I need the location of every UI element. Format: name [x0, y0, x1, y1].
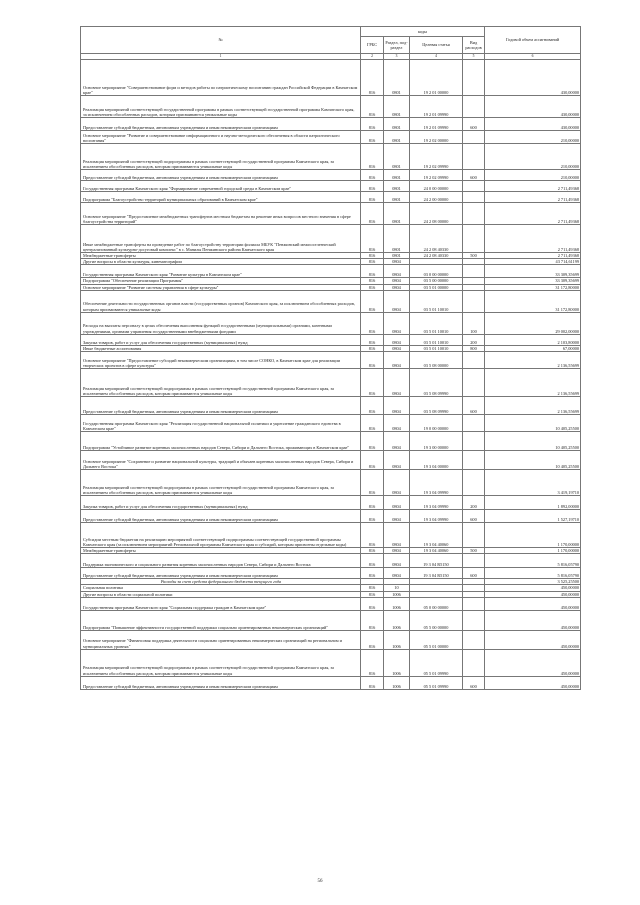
- row-amount: 210,00000: [485, 131, 581, 144]
- row-amount: 10 405,25500: [485, 451, 581, 470]
- row-grbs: 816: [361, 568, 384, 579]
- table-row: [81, 630, 581, 649]
- table-row: [81, 118, 581, 131]
- row-section: 0801: [384, 253, 410, 259]
- row-section: 0804: [384, 510, 410, 523]
- row-name: Подпрограмма "Устойчивое развитие коренных малочисленных народов Севера, Сибири и Дальнего Востока, проживающих в Камчатском крае": [81, 432, 361, 451]
- row-grbs: 816: [361, 369, 384, 397]
- table-row: [81, 610, 581, 630]
- row-target-article: 19 3 04 00000: [410, 451, 463, 470]
- row-name: Реализация мероприятий соответствующей подпрограммы в рамках соответствующей государственной программы Камчатского края, за исключением обособленных расходов, которым присваиваются уникальные коды: [81, 144, 361, 170]
- table-row: [81, 352, 581, 369]
- row-section: 0804: [384, 568, 410, 579]
- header-number: №: [81, 27, 361, 54]
- row-section: 0801: [384, 60, 410, 96]
- row-target-article: 19 3 04 09990: [410, 510, 463, 523]
- row-section: 0801: [384, 118, 410, 131]
- row-target-article: 19 2 01 00000: [410, 60, 463, 96]
- column-number-5: 5: [463, 54, 485, 60]
- row-amount: 2 711,49368: [485, 181, 581, 192]
- row-section: 0801: [384, 192, 410, 203]
- row-name: Поддержка экономического и социального развития коренных малочисленных народов Севера, Сибири и Дальнего Востока: [81, 554, 361, 568]
- table-body: [81, 60, 581, 690]
- row-expense-type: 200: [463, 496, 485, 510]
- row-amount: 2 711,49368: [485, 225, 581, 253]
- row-section: 0801: [384, 203, 410, 225]
- row-name: Государственная программа Камчатского края "Развитие культуры в Камчатском крае": [81, 265, 361, 278]
- row-target-article: 05 5 01 09990: [410, 676, 463, 689]
- row-target-article: 19 2 02 09990: [410, 144, 463, 170]
- row-grbs: 816: [361, 203, 384, 225]
- row-amount: 10 405,25500: [485, 415, 581, 432]
- row-name: Межбюджетные трансферты: [81, 548, 361, 554]
- table-row: [81, 144, 581, 170]
- row-target-article: 19 0 00 00000: [410, 415, 463, 432]
- row-grbs: 816: [361, 676, 384, 689]
- row-target-article: 03 5 01 10010: [410, 334, 463, 345]
- row-section: 1006: [384, 630, 410, 649]
- row-expense-type: 600: [463, 397, 485, 415]
- row-target-article: 19 3 04 R5150: [410, 554, 463, 568]
- row-name: Субсидии местным бюджетам на реализацию мероприятий соответствующей подпрограммы соответствующей государственной программы Камчатского края (за исключением мероприятий Региональной программы Камчатского края и субсидий, которым присвоены отдельные коды): [81, 523, 361, 548]
- row-expense-type: [463, 432, 485, 451]
- row-expense-type: [463, 451, 485, 470]
- row-amount: 450,00000: [485, 597, 581, 610]
- row-amount: 2 711,49368: [485, 253, 581, 259]
- row-section: 10: [384, 585, 410, 591]
- row-grbs: 816: [361, 496, 384, 510]
- row-expense-type: [463, 290, 485, 312]
- row-name: Реализация мероприятий соответствующей государственной программы в рамках соответствующей государственной программы Камчатского края, за исключением обособленных расходов, которым присваиваются уникальные коды: [81, 96, 361, 118]
- row-expense-type: [463, 181, 485, 192]
- row-expense-type: [463, 203, 485, 225]
- row-amount: 33 309,35699: [485, 278, 581, 284]
- column-number-3: 3: [384, 54, 410, 60]
- column-number-4: 4: [410, 54, 463, 60]
- row-expense-type: 600: [463, 170, 485, 181]
- row-grbs: 816: [361, 265, 384, 278]
- table-row: [81, 676, 581, 689]
- row-grbs: 816: [361, 259, 384, 265]
- table-row: [81, 334, 581, 345]
- row-grbs: 816: [361, 352, 384, 369]
- row-name: Предоставление субсидий бюджетным, автономным учреждениям и иным некоммерческим организациям: [81, 510, 361, 523]
- row-expense-type: 600: [463, 568, 485, 579]
- header-grbs: ГРБС: [361, 37, 384, 54]
- header-expense-type: Вид расходов: [463, 37, 485, 54]
- row-name: Предоставление субсидий бюджетным, автономным учреждениям и иным некоммерческим организациям: [81, 170, 361, 181]
- row-target-article: 03 5 08 00000: [410, 352, 463, 369]
- row-grbs: 816: [361, 523, 384, 548]
- row-expense-type: [463, 131, 485, 144]
- row-grbs: 816: [361, 610, 384, 630]
- row-section: 0804: [384, 259, 410, 265]
- row-name: Основное мероприятие "Предоставление межбюджетных трансфертов местным бюджетам на решение иных вопросов местного значения в сфере благоустройства территорий": [81, 203, 361, 225]
- row-grbs: 816: [361, 278, 384, 284]
- row-amount: 430,00000: [485, 118, 581, 131]
- row-name: Обеспечение деятельности государственных органов власти (государственных органов) Камчатского края, за исключением обособленных расходов, которым присваиваются уникальные коды: [81, 290, 361, 312]
- row-target-article: 03 5 08 09990: [410, 369, 463, 397]
- row-expense-type: [463, 265, 485, 278]
- table-row: [81, 192, 581, 203]
- table-row: [81, 597, 581, 610]
- row-name: Реализация мероприятий соответствующей подпрограммы в рамках соответствующей государственной программы Камчатского края, за исключением обособленных расходов, которым присваиваются уникальные коды: [81, 470, 361, 496]
- row-grbs: 816: [361, 131, 384, 144]
- row-section: 0804: [384, 523, 410, 548]
- table-row: [81, 170, 581, 181]
- row-amount: 43 714,61199: [485, 259, 581, 265]
- row-section: 1006: [384, 610, 410, 630]
- row-target-article: 19 2 01 09990: [410, 118, 463, 131]
- row-grbs: 816: [361, 470, 384, 496]
- row-name: Межбюджетные трансферты: [81, 253, 361, 259]
- row-name: Подпрограмма "Обеспечение реализации Программы": [81, 278, 361, 284]
- row-section: 0801: [384, 225, 410, 253]
- table-row: [81, 415, 581, 432]
- row-target-article: 03 5 01 10010: [410, 290, 463, 312]
- row-name: Подпрограмма "Благоустройство территорий муниципальных образований в Камчатском крае": [81, 192, 361, 203]
- row-expense-type: [463, 192, 485, 203]
- row-target-article: 19 3 04 40060: [410, 548, 463, 554]
- row-name: Основное мероприятие "Совершенствование форм и методов работы по патриотическому воспитанию граждан Российской Федерации в Камчатском крае": [81, 60, 361, 96]
- table-row: [81, 554, 581, 568]
- row-amount: 31 172,80000: [485, 290, 581, 312]
- row-amount: 31 172,80000: [485, 284, 581, 290]
- row-name: Предоставление субсидий бюджетным, автономным учреждениям и иным некоммерческим организациям: [81, 568, 361, 579]
- row-name: Предоставление субсидий бюджетным, автономным учреждениям и иным некоммерческим организациям: [81, 397, 361, 415]
- row-amount: 450,00000: [485, 649, 581, 676]
- row-section: 0804: [384, 432, 410, 451]
- row-target-article: 19 3 04 40060: [410, 523, 463, 548]
- row-name: Закупка товаров, работ и услуг для обеспечения государственных (муниципальных) нужд: [81, 496, 361, 510]
- row-expense-type: [463, 630, 485, 649]
- row-expense-type: [463, 649, 485, 676]
- row-name: Другие вопросы в области социальной политики: [81, 591, 361, 597]
- row-grbs: 816: [361, 548, 384, 554]
- row-target-article: 24 2 00 00000: [410, 192, 463, 203]
- row-section: 0801: [384, 144, 410, 170]
- row-amount: 1 892,00000: [485, 496, 581, 510]
- row-expense-type: 200: [463, 334, 485, 345]
- row-grbs: 816: [361, 415, 384, 432]
- row-section: 0804: [384, 415, 410, 432]
- row-amount: 450,00000: [485, 630, 581, 649]
- table-row: [81, 649, 581, 676]
- row-grbs: 816: [361, 510, 384, 523]
- table-row: [81, 510, 581, 523]
- row-target-article: 03 5 00 00000: [410, 278, 463, 284]
- row-target-article: 24 2 08 40330: [410, 225, 463, 253]
- row-target-article: 03 5 08 09990: [410, 397, 463, 415]
- row-name: Основное мероприятие "Предоставление субсидий некоммерческим организациям, в том числе СОНКО, в Камчатском крае для реализации творческих проектов в сфере культуры": [81, 352, 361, 369]
- table-row: [81, 568, 581, 579]
- row-amount: 1 170,00000: [485, 548, 581, 554]
- row-grbs: 816: [361, 649, 384, 676]
- row-expense-type: [463, 610, 485, 630]
- row-grbs: 816: [361, 225, 384, 253]
- row-expense-type: [463, 369, 485, 397]
- row-section: 0804: [384, 312, 410, 334]
- row-grbs: 816: [361, 96, 384, 118]
- row-expense-type: [463, 144, 485, 170]
- row-amount: 2 136,55699: [485, 397, 581, 415]
- row-target-article: 05 5 00 00000: [410, 610, 463, 630]
- row-expense-type: 500: [463, 253, 485, 259]
- row-grbs: 816: [361, 170, 384, 181]
- row-grbs: 816: [361, 630, 384, 649]
- table-row: [81, 181, 581, 192]
- row-section: 0804: [384, 369, 410, 397]
- row-grbs: 816: [361, 144, 384, 170]
- row-grbs: 816: [361, 284, 384, 290]
- row-grbs: 816: [361, 345, 384, 351]
- column-number-6: 6: [485, 54, 581, 60]
- row-grbs: 816: [361, 432, 384, 451]
- row-section: 0801: [384, 96, 410, 118]
- row-section: 1006: [384, 591, 410, 597]
- table-row: [81, 290, 581, 312]
- row-expense-type: 800: [463, 345, 485, 351]
- row-amount: 2 711,49368: [485, 203, 581, 225]
- row-grbs: 816: [361, 118, 384, 131]
- row-section: 1006: [384, 649, 410, 676]
- row-name: Иные межбюджетные трансферты на проведение работ по благоустройству территории филиала МБУК "Пенжинский межпоселенческий централизованный культурно-досуговый комплекс" в с. Манилы Пенжинского района Камчатского края: [81, 225, 361, 253]
- row-grbs: 816: [361, 397, 384, 415]
- row-name: Другие вопросы в области культуры, кинематографии: [81, 259, 361, 265]
- row-amount: 450,00000: [485, 585, 581, 591]
- row-section: 0804: [384, 284, 410, 290]
- row-amount: 450,00000: [485, 610, 581, 630]
- table-row: [81, 60, 581, 96]
- row-grbs: 816: [361, 597, 384, 610]
- header-codes: коды: [361, 27, 485, 37]
- row-grbs: 816: [361, 192, 384, 203]
- row-target-article: 24 2 08 00000: [410, 203, 463, 225]
- row-expense-type: [463, 597, 485, 610]
- table-row: [81, 523, 581, 548]
- row-name: Основное мероприятие "Развитие системы управления в сфере культуры": [81, 284, 361, 290]
- row-expense-type: 100: [463, 312, 485, 334]
- row-section: 1006: [384, 676, 410, 689]
- row-amount: 210,00000: [485, 144, 581, 170]
- row-grbs: 816: [361, 554, 384, 568]
- table-row: [81, 451, 581, 470]
- row-amount: 10 405,25500: [485, 432, 581, 451]
- row-target-article: 19 2 02 00000: [410, 131, 463, 144]
- row-target-article: 19 2 01 09990: [410, 96, 463, 118]
- row-grbs: 816: [361, 312, 384, 334]
- row-section: 0804: [384, 554, 410, 568]
- row-target-article: 19 3 04 R5150: [410, 568, 463, 579]
- row-amount: 3 525,25500: [485, 579, 581, 585]
- row-section: 0804: [384, 345, 410, 351]
- row-name: Предоставление субсидий бюджетным, автономным учреждениям и иным некоммерческим организациям: [81, 676, 361, 689]
- row-expense-type: [463, 96, 485, 118]
- row-name: Закупка товаров, работ и услуг для обеспечения государственных (муниципальных) нужд: [81, 334, 361, 345]
- row-expense-type: 600: [463, 676, 485, 689]
- row-grbs: 816: [361, 591, 384, 597]
- row-target-article: 19 3 00 00000: [410, 432, 463, 451]
- row-section: 0804: [384, 548, 410, 554]
- row-section: 0804: [384, 352, 410, 369]
- row-section: 1006: [384, 597, 410, 610]
- row-target-article: 05 5 01 09990: [410, 649, 463, 676]
- table-row: [81, 369, 581, 397]
- row-name: Иные бюджетные ассигнования: [81, 345, 361, 351]
- row-expense-type: 600: [463, 510, 485, 523]
- row-amount: 1 170,00000: [485, 523, 581, 548]
- row-name: Государственная программа Камчатского края "Реализация государственной национальной политики и укрепление гражданского единства в Камчатском крае": [81, 415, 361, 432]
- table-row: [81, 203, 581, 225]
- row-section: 0801: [384, 181, 410, 192]
- row-grbs: 816: [361, 181, 384, 192]
- row-section: 0804: [384, 278, 410, 284]
- column-number-1: 1: [81, 54, 361, 60]
- row-section: 0804: [384, 451, 410, 470]
- row-name: Социальная политика: [81, 585, 361, 591]
- row-grbs: 816: [361, 290, 384, 312]
- row-name: Предоставление субсидий бюджетным, автономным учреждениям и иным некоммерческим организациям: [81, 118, 361, 131]
- row-expense-type: [463, 352, 485, 369]
- row-grbs: 816: [361, 585, 384, 591]
- row-target-article: 24 2 08 40330: [410, 253, 463, 259]
- row-section: 0804: [384, 334, 410, 345]
- row-amount: 2 136,55699: [485, 352, 581, 369]
- row-name: Расходы на выплаты персоналу в целях обеспечения выполнения функций государственными (муниципальными) органами, казенными учреждениями, органами управления государственными внебюджетными фондами: [81, 312, 361, 334]
- table-row: [81, 397, 581, 415]
- row-amount: 2 711,49368: [485, 192, 581, 203]
- budget-table: [80, 26, 581, 690]
- row-name: Реализация мероприятий соответствующей подпрограммы в рамках соответствующей государственной программы Камчатского края, за исключением обособленных расходов, которым присваиваются уникальные коды: [81, 369, 361, 397]
- row-grbs: 816: [361, 253, 384, 259]
- table-row: [81, 96, 581, 118]
- row-grbs: 816: [361, 334, 384, 345]
- row-section: 0804: [384, 397, 410, 415]
- table-row: [81, 265, 581, 278]
- row-section: 0801: [384, 170, 410, 181]
- row-expense-type: [463, 225, 485, 253]
- row-name: Государственная программа Камчатского края "Формирование современной городской среды в Камчатском крае": [81, 181, 361, 192]
- row-amount: 2 103,80000: [485, 334, 581, 345]
- row-amount: 3 419,19710: [485, 470, 581, 496]
- row-name: Подпрограмма "Повышение эффективности государственной поддержки социально ориентированных некоммерческих организаций": [81, 610, 361, 630]
- row-name: Реализация мероприятий соответствующей подпрограммы в рамках соответствующей государственной программы Камчатского края, за исключением обособленных расходов, которым присваиваются уникальные коды: [81, 649, 361, 676]
- row-expense-type: [463, 523, 485, 548]
- row-amount: 210,00000: [485, 170, 581, 181]
- row-name: Основное мероприятие "Развитие и совершенствование информационного и научно-методического обеспечения в области патриотического воспитания": [81, 131, 361, 144]
- row-amount: 29 002,00000: [485, 312, 581, 334]
- row-target-article: 19 3 04 09990: [410, 496, 463, 510]
- row-amount: 5 816,05790: [485, 554, 581, 568]
- table-row: [81, 432, 581, 451]
- column-number-2: 2: [361, 54, 384, 60]
- row-name: Основное мероприятие "Финансовая поддержка деятельности социально ориентированных некоммерческих организаций на региональном и муниципальных уровнях": [81, 630, 361, 649]
- row-expense-type: [463, 60, 485, 96]
- row-expense-type: [463, 415, 485, 432]
- row-expense-type: [463, 470, 485, 496]
- row-target-article: 03 5 01 10010: [410, 345, 463, 351]
- table-row: [81, 312, 581, 334]
- row-name: Расходы за счет средств федерального бюджета текущего года: [81, 579, 361, 585]
- row-amount: 5 816,05790: [485, 568, 581, 579]
- row-expense-type: 600: [463, 118, 485, 131]
- row-amount: 430,00000: [485, 96, 581, 118]
- budget-document: [80, 26, 580, 690]
- row-target-article: 19 2 02 09990: [410, 170, 463, 181]
- row-amount: 450,00000: [485, 591, 581, 597]
- row-expense-type: 500: [463, 548, 485, 554]
- row-expense-type: [463, 554, 485, 568]
- row-name: Государственная программа Камчатского края "Социальная поддержка граждан в Камчатском крае": [81, 597, 361, 610]
- table-row: [81, 470, 581, 496]
- table-row: [81, 496, 581, 510]
- row-target-article: 03 5 01 10010: [410, 312, 463, 334]
- page-number: 56: [317, 879, 323, 884]
- row-name: Основное мероприятие "Сохранение и развитие национальной культуры, традиций и обычаев коренных малочисленных народов Севера, Сибири и Дальнего Востока": [81, 451, 361, 470]
- row-section: 0804: [384, 290, 410, 312]
- row-target-article: 05 0 00 00000: [410, 597, 463, 610]
- row-section: 0804: [384, 265, 410, 278]
- row-amount: 450,00000: [485, 676, 581, 689]
- row-target-article: 03 0 00 00000: [410, 265, 463, 278]
- row-grbs: 816: [361, 60, 384, 96]
- row-amount: 430,00000: [485, 60, 581, 96]
- row-amount: 2 136,55699: [485, 369, 581, 397]
- header-section: Раздел, под-раздел: [384, 37, 410, 54]
- row-amount: 1 527,19710: [485, 510, 581, 523]
- row-target-article: 24 0 00 00000: [410, 181, 463, 192]
- row-target-article: 05 5 01 00000: [410, 630, 463, 649]
- row-section: 0804: [384, 496, 410, 510]
- table-row: [81, 131, 581, 144]
- row-amount: 33 309,35699: [485, 265, 581, 278]
- row-amount: 67,00000: [485, 345, 581, 351]
- row-target-article: 03 5 01 00000: [410, 284, 463, 290]
- row-section: 0801: [384, 131, 410, 144]
- header-target-article: Целевая статья: [410, 37, 463, 54]
- row-target-article: 19 3 04 09990: [410, 470, 463, 496]
- row-grbs: 816: [361, 451, 384, 470]
- table-row: [81, 225, 581, 253]
- row-section: 0804: [384, 470, 410, 496]
- header-annual-volume: Годовой объем ассигнований: [485, 27, 581, 54]
